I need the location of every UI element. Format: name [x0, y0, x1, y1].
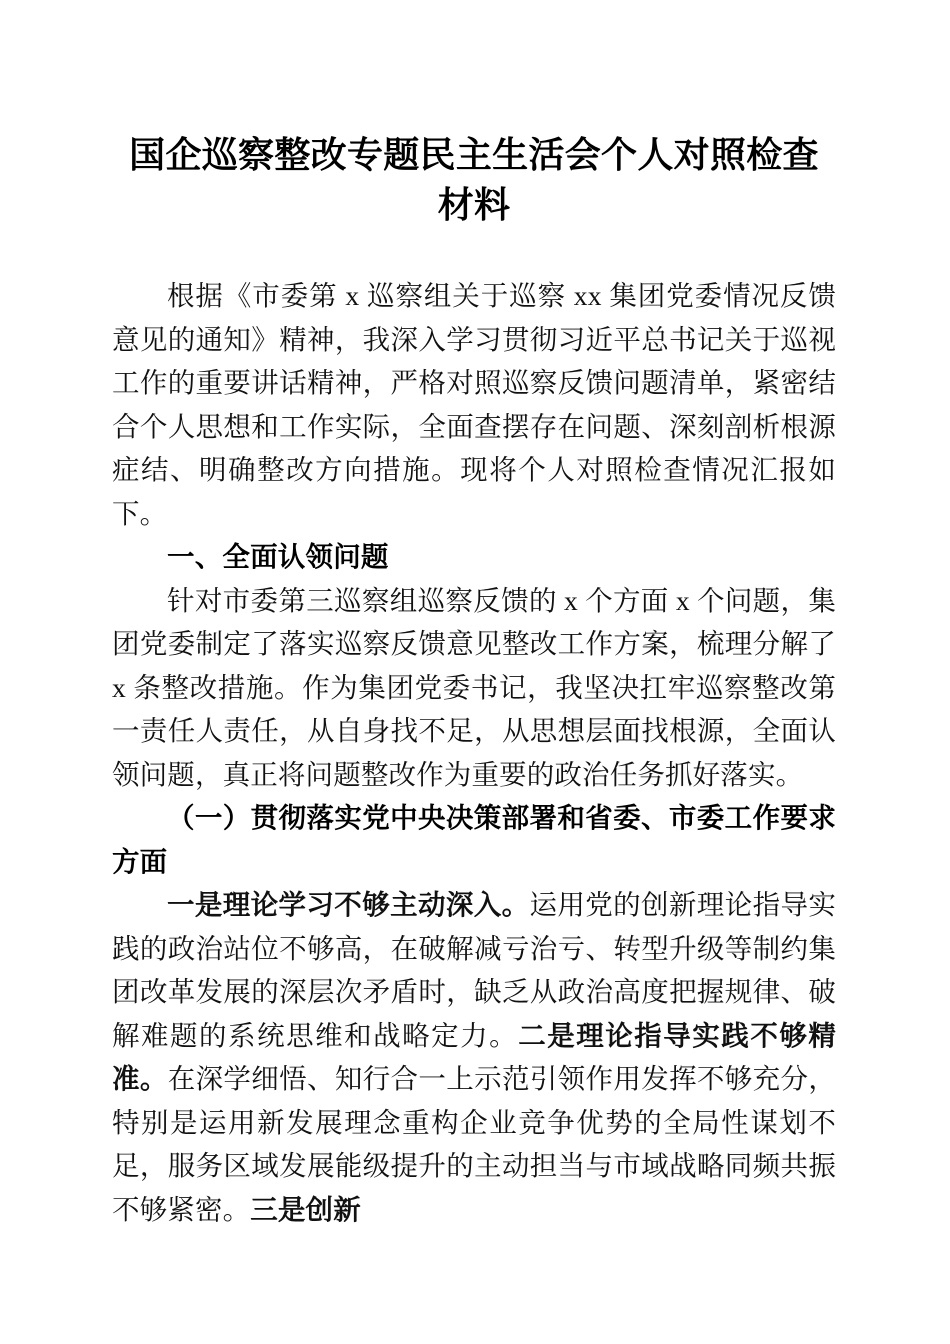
item-3-lead: 三是创新	[250, 1193, 361, 1225]
page-title	[112, 0, 836, 230]
paragraph-problem-items	[112, 883, 836, 1231]
page-title-text: 国企巡察整改专题民主生活会个人对照检查材料	[129, 135, 819, 225]
document-content	[112, 0, 836, 1231]
item-1-lead: 一是理论学习不够主动深入。	[167, 889, 530, 920]
item-1-text: 运用党的创新理论指导实践的政治站位不够高，在破解减亏治亏、转型升级等制约集团改革发展的深层次矛盾时，缺乏从政治高度把握规律、破解难题的系统思维和战略定力。	[112, 889, 836, 1051]
heading-section-1: 一、全面认领问题	[167, 541, 389, 572]
item-2-lead: 二是理论指导实践不够精准。	[112, 1019, 836, 1094]
paragraph-intro: 根据《市委第 x 巡察组关于巡察 xx 集团党委情况反馈意见的通知》精神，我深入学习贯彻习近平总书记关于巡视工作的重要讲话精神，严格对照巡察反馈问题清单，紧密结合个人思想和工作实际，全面查摆存在问题、深刻剖析根源症结、明确整改方向措施。现将个人对照检查情况汇报如下。	[112, 280, 836, 529]
paragraph-section-1: 针对市委第三巡察组巡察反馈的 x 个方面 x 个问题，集团党委制定了落实巡察反馈意见整改工作方案，梳理分解了 x 条整改措施。作为集团党委书记，我坚决扛牢巡察整改第一责任人责任，从自身找不足，从思想层面找根源，全面认领问题，真正将问题整改作为重要的政治任务抓好落实。	[112, 584, 836, 790]
heading-subsection-1: （一）贯彻落实党中央决策部署和省委、市委工作要求方面	[112, 802, 836, 877]
item-2-text: 在深学细悟、知行合一上示范引领作用发挥不够充分，特别是运用新发展理念重构企业竞争优势的全局性谋划不足，服务区域发展能级提升的主动担当与市域战略同频共振不够紧密。	[112, 1063, 836, 1225]
